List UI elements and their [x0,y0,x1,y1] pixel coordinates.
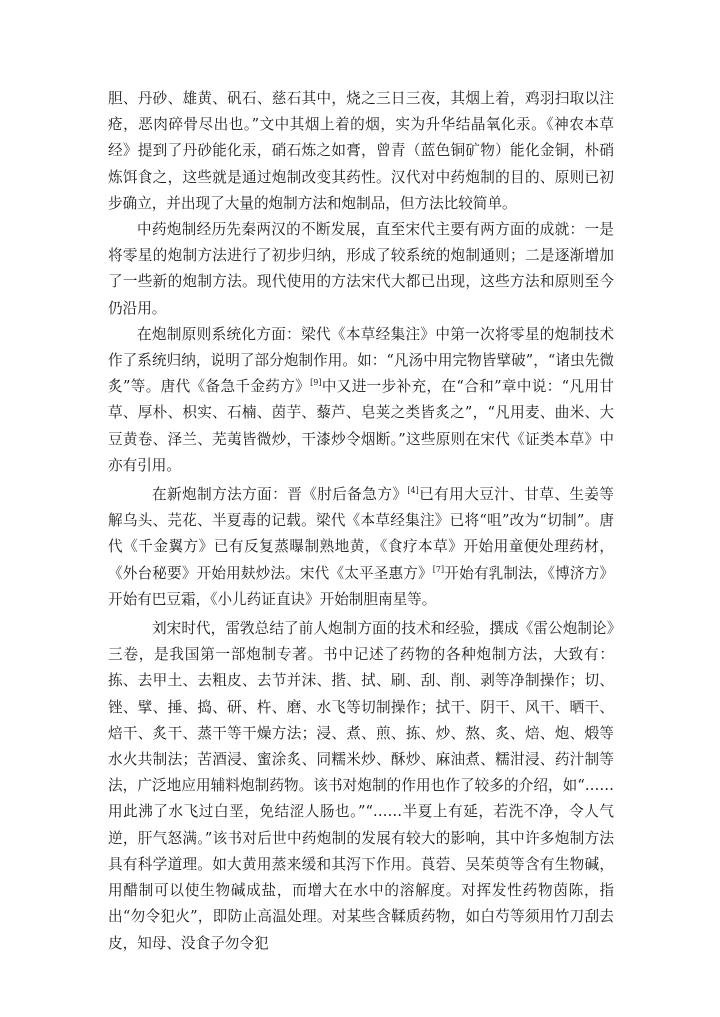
paragraph-text: 已有用大豆汁、甘草、生姜等解乌头、芫花、半夏毒的记载。梁代《本草经集注》已将“咀”改为“切制”。唐代《千金翼方》已有反复蒸曝制熟地黄，《食疗本草》开始用童便处理药材，《外台秘要》开始用麸炒法。宋代《太平圣惠方》 [108,486,614,582]
paragraph-5 [108,616,614,957]
paragraph-text: 中药炮制经历先秦两汉的不断发展，直至宋代主要有两方面的成就：一是将零星的炮制方法进行了初步归纳，形成了较系统的炮制通则；二是逐渐增加了一些新的炮制方法。现代使用的方法宋代大都已出现，这些方法和原则至今仍沿用。 [108,221,614,317]
paragraph-1 [108,86,614,217]
paragraph-2 [108,217,614,322]
paragraph-4 [108,482,614,613]
paragraph-text: 在新炮制方法方面：晋《肘后备急方》 [152,486,408,504]
citation-marker: [9] [310,378,322,388]
paragraph-text: 刘宋时代，雷敩总结了前人炮制方面的技术和经验，撰成《雷公炮制论》三卷，是我国第一部炮制专著。书中记述了药物的各种炮制方法，大致有：拣、去甲土、去粗皮、去节并沫、揩、拭、刷、刮、削、剥等净制操作；切、锉、擘、捶、捣、研、杵、磨、水飞等切制操作；拭干、阴干、风干、晒干、焙干、炙干、蒸干等干燥方法；浸、煮、煎、拣、炒、熬、炙、焙、炮、煅等水火共制法；苦酒浸、蜜涂炙、同糯米炒、酥炒、麻油煮、糯泔浸、药汁制等法，广泛地应用辅料炮制药物。该书对炮制的作用也作了较多的介绍，如“……用此沸了水飞过白垩，免结涩人肠也。”“……半夏上有延，若洗不净，令人气逆，肝气怒满。”该书对后世中药炮制的发展有较大的影响，其中许多炮制方法具有科学道理。如大黄用蒸来缓和其泻下作用。莨菪、吴茱萸等含有生物碱，用醋制可以使生物碱成盐，而增大在水中的溶解度。对挥发性药物茵陈，指出“勿令犯火”，即防止高温处理。对某些含鞣质药物，如白芍等须用竹刀刮去皮，知母、没食子勿令犯 [108,620,614,952]
paragraph-text: 胆、丹砂、雄黄、矾石、慈石其中，烧之三日三夜，其烟上着，鸡羽扫取以注疮，恶肉碎骨尽出也。”文中其烟上着的烟，实为升华结晶氧化汞。《神农本草经》提到了丹砂能化汞，硝石炼之如膏，曾青（蓝色铜矿物）能化金铜，朴硝炼饵食之，这些就是通过炮制改变其药性。汉代对中药炮制的目的、原则已初步确立，并出现了大量的炮制方法和炮制品，但方法比较简单。 [108,90,614,212]
paragraph-text: 开始有乳制法，《博济方》开始有巴豆霜，《小儿药证直诀》开始制胆南星等。 [108,564,614,608]
paragraph-text: 在炮制原则系统化方面：梁代《本草经集注》中第一次将零星的炮制技术作了系统归纳，说明了部分炮制作用。如：“凡汤中用完物皆擘破”，“诸虫先微炙”等。唐代《备急千金药方》 [108,325,614,396]
paragraph-3 [108,322,614,479]
citation-marker: [7] [432,564,445,574]
paragraph-text: 中又进一步补充，在“合和”章中说：“凡用甘草、厚朴、枳实、石楠、茵芋、藜芦、皂荚之类皆炙之”，“凡用麦、曲米、大豆黄卷、泽兰、芜荑皆微炒，干漆炒令烟断。”这些原则在宋代《证类本草》中亦有引用。 [108,378,614,474]
citation-marker: [4] [407,486,419,496]
document-page [108,86,614,957]
